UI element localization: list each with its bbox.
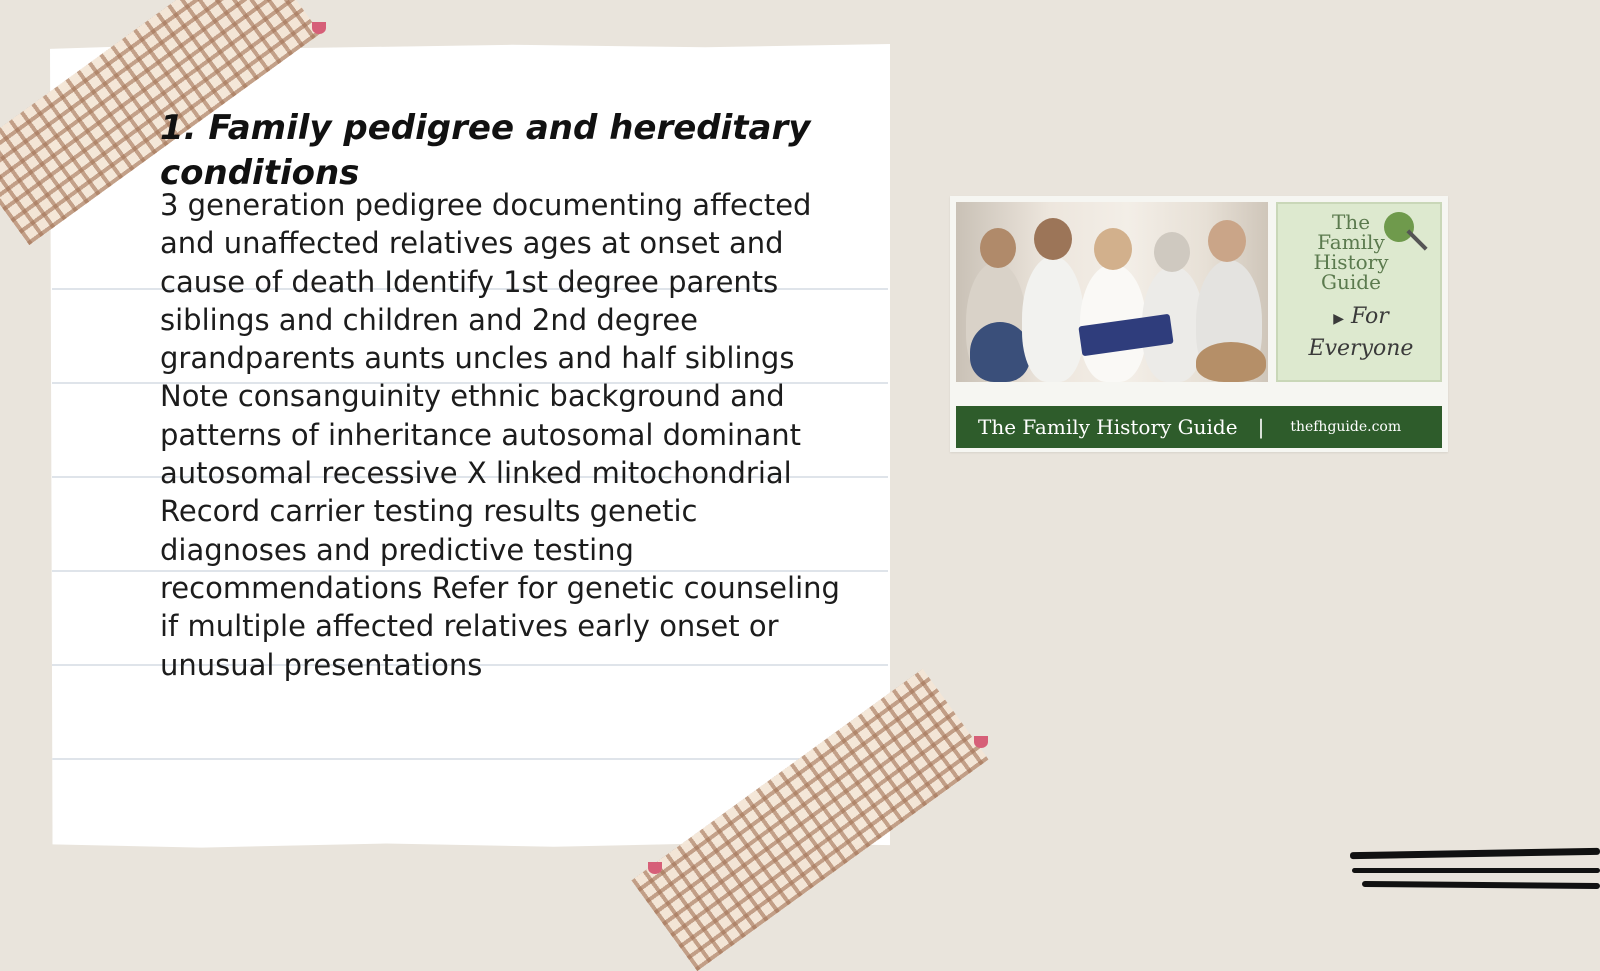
banner-url: thefhguide.com: [1290, 419, 1402, 435]
tape-tip-icon: [974, 736, 988, 748]
banner-title: The Family History Guide: [978, 415, 1238, 439]
tagline-everyone: Everyone: [1308, 336, 1414, 361]
logo-text: The Family History Guide: [1313, 210, 1389, 294]
banner-separator: |: [1257, 415, 1265, 439]
family-photo: [956, 202, 1268, 382]
play-arrow-icon: ▶: [1333, 311, 1344, 327]
family-history-guide-image: [950, 196, 1448, 452]
tape-tip-icon: [648, 862, 662, 874]
marker-stroke: [1350, 848, 1600, 859]
tagline-for: ▶ For: [1333, 304, 1389, 329]
tape-tip-icon: [312, 22, 326, 34]
guide-banner: [956, 406, 1442, 448]
magnifier-icon: [1406, 229, 1427, 250]
marker-stroke: [1352, 868, 1600, 873]
tree-icon: [1384, 212, 1414, 242]
slide-body: 3 generation pedigree documenting affected and unaffected relatives ages at onset and cause of death Identify 1st degree parents siblings and children and 2nd degree grandparents aunts uncles and half siblings Note consanguinity ethnic background and patterns of inheritance autosomal dominant autosomal recessive X linked mitochondrial Record carrier testing results genetic diagnoses and predictive testing recommendations Refer for genetic counseling if multiple affected relatives early onset or unusual presentations: [160, 188, 840, 682]
marker-stroke: [1362, 881, 1600, 889]
paper-rule-line: [52, 758, 888, 760]
logo-panel: [1276, 202, 1442, 382]
slide-title: 1. Family pedigree and hereditary conditions: [160, 108, 811, 193]
